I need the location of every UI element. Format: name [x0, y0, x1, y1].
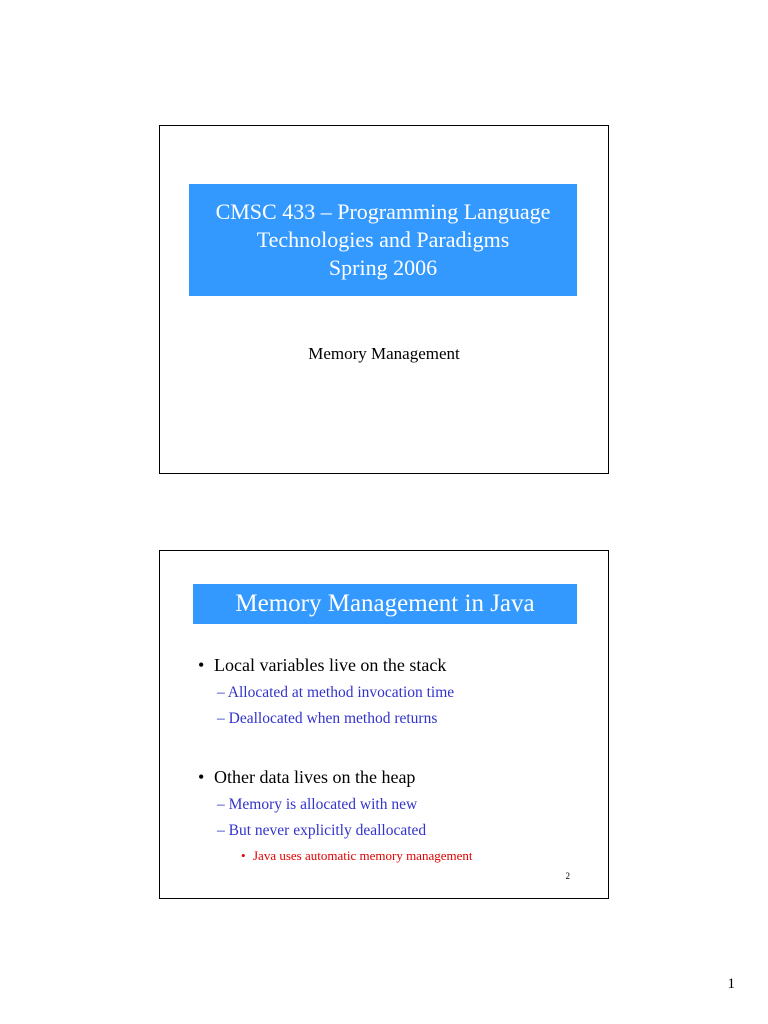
bullet-text: Other data lives on the heap	[214, 767, 416, 787]
slide-1	[159, 125, 609, 474]
bullet-icon: •	[198, 767, 205, 787]
slide-2	[159, 550, 609, 899]
slide-number: 2	[565, 871, 570, 881]
sub-bullet: – Memory is allocated with new	[217, 796, 418, 813]
sub-sub-bullet-icon: •	[241, 848, 246, 863]
sub-sub-bullet	[241, 847, 472, 864]
slide-1-title-line-2: Technologies and Paradigms	[256, 227, 510, 252]
sub-bullet: – Allocated at method invocation time	[217, 684, 455, 701]
slide-1-title-box	[189, 184, 577, 296]
bullet-item	[198, 766, 415, 788]
slide-1-title-line-1: CMSC 433 – Programming Language	[215, 199, 551, 224]
sub-bullet: – Deallocated when method returns	[217, 710, 438, 727]
sub-bullet: – But never explicitly deallocated	[217, 822, 427, 839]
bullet-icon: •	[198, 655, 205, 675]
slide-1-subtitle: Memory Management	[308, 344, 460, 363]
bullet-text: Local variables live on the stack	[214, 655, 447, 675]
bullet-item	[198, 654, 446, 676]
page-number: 1	[727, 976, 735, 992]
slide-2-title: Memory Management in Java	[193, 584, 577, 624]
sub-sub-bullet-text: Java uses automatic memory management	[253, 848, 473, 863]
slide-1-title-line-3: Spring 2006	[328, 255, 438, 280]
